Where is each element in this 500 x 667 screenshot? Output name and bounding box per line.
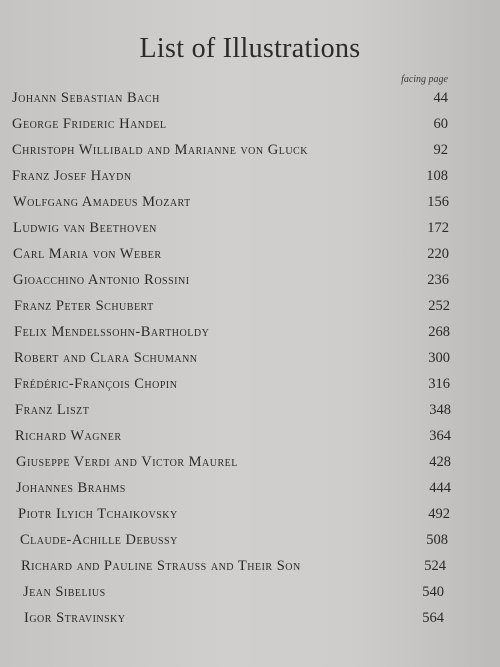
page-number: 92: [433, 142, 448, 158]
list-item: [24, 610, 444, 630]
illustration-name: Igor Stravinsky: [24, 610, 126, 626]
list-item: [14, 350, 450, 370]
page-number: 524: [424, 558, 446, 574]
illustration-name: Franz Josef Haydn: [12, 168, 132, 184]
page-number: 316: [428, 376, 450, 392]
illustration-name: Claude-Achille Debussy: [20, 532, 178, 548]
illustration-name: Giuseppe Verdi and Victor Maurel: [16, 454, 238, 470]
illustration-name: Christoph Willibald and Marianne von Gluck: [12, 142, 308, 158]
page-number: 564: [422, 610, 444, 626]
illustration-name: Richard and Pauline Strauss and Their Son: [21, 558, 301, 574]
page-number: 172: [427, 220, 449, 236]
illustration-name: Frédéric-François Chopin: [14, 376, 178, 392]
list-item: [23, 584, 444, 604]
list-item: [21, 558, 446, 578]
list-item: [13, 272, 449, 292]
page-number: 428: [429, 454, 451, 470]
page-number: 348: [429, 402, 451, 418]
illustration-name: Gioacchino Antonio Rossini: [13, 272, 190, 288]
page-number: 220: [427, 246, 449, 262]
list-item: [12, 142, 448, 162]
list-item: [14, 298, 450, 318]
illustration-name: Ludwig van Beethoven: [13, 220, 157, 236]
page-number: 60: [433, 116, 448, 132]
list-item: [12, 90, 448, 110]
page-number: 268: [428, 324, 450, 340]
illustration-name: Felix Mendelssohn-Bartholdy: [14, 324, 210, 340]
page-number: 492: [428, 506, 450, 522]
list-item: [13, 220, 449, 240]
list-item: [16, 480, 451, 500]
page-number: 444: [429, 480, 451, 496]
illustration-name: Wolfgang Amadeus Mozart: [13, 194, 191, 210]
list-item: [12, 168, 448, 188]
list-item: [12, 116, 448, 136]
list-item: [15, 428, 451, 448]
page-number: 364: [429, 428, 451, 444]
list-item: [18, 506, 450, 526]
page-number: 540: [422, 584, 444, 600]
facing-page-label: facing page: [401, 74, 448, 85]
list-item: [14, 324, 450, 344]
list-item: [15, 402, 451, 422]
illustration-name: Carl Maria von Weber: [13, 246, 162, 262]
page-number: 508: [426, 532, 448, 548]
list-item: [20, 532, 448, 552]
illustration-name: Franz Liszt: [15, 402, 90, 418]
page-number: 156: [427, 194, 449, 210]
illustration-name: Johannes Brahms: [16, 480, 126, 496]
illustration-name: Johann Sebastian Bach: [12, 90, 160, 106]
list-item: [13, 194, 449, 214]
illustration-name: George Frideric Handel: [12, 116, 167, 132]
list-item: [14, 376, 450, 396]
illustration-name: Jean Sibelius: [23, 584, 106, 600]
page-number: 252: [428, 298, 450, 314]
illustration-name: Piotr Ilyich Tchaikovsky: [18, 506, 178, 522]
page-number: 108: [426, 168, 448, 184]
page-number: 236: [427, 272, 449, 288]
list-item: [13, 246, 449, 266]
list-item: [16, 454, 451, 474]
page-number: 44: [433, 90, 448, 106]
illustration-name: Richard Wagner: [15, 428, 122, 444]
page-number: 300: [428, 350, 450, 366]
page-title: List of Illustrations: [139, 33, 361, 64]
illustration-name: Robert and Clara Schumann: [14, 350, 198, 366]
illustration-name: Franz Peter Schubert: [14, 298, 154, 314]
